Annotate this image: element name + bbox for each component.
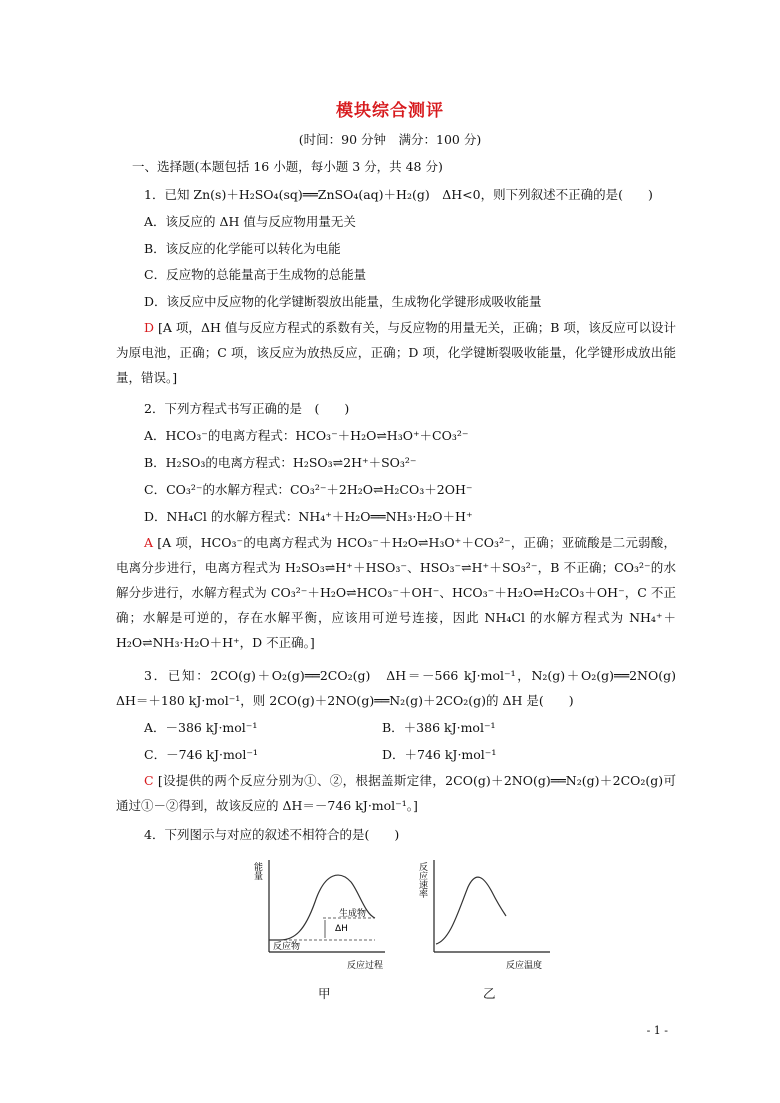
q1-option-c: C．反应物的总能量高于生成物的总能量 xyxy=(144,267,367,282)
section-heading: 一、选择题(本题包括 16 小题，每小题 3 分，共 48 分) xyxy=(132,159,443,174)
reactant-label: 反应物 xyxy=(273,942,301,952)
q2-option-b: B．H₂SO₃的电离方程式：H₂SO₃⇌2H⁺＋SO₃²⁻ xyxy=(144,455,417,470)
dh-label: ΔH xyxy=(335,924,348,934)
page-number: - 1 - xyxy=(646,1024,668,1037)
q3-explanation: [设提供的两个反应分别为①、②，根据盖斯定律，2CO(g)＋2NO(g)══N₂(g)＋2CO₂(g)可通过①－②得到，故该反应的 ΔH＝－746 kJ·mol⁻¹。] xyxy=(116,773,676,813)
q1-answer: D xyxy=(144,320,155,335)
q2-answer: A xyxy=(144,535,154,550)
fig-yi-caption: 乙 xyxy=(483,986,496,1001)
rate-diagram xyxy=(417,852,560,977)
q2-explanation: [A 项，HCO₃⁻的电离方程式为 HCO₃⁻＋H₂O⇌H₃O⁺＋CO₃²⁻，正确；亚硫酸是二元弱酸，电离分步进行，电离方程式为 H₂SO₃⇌H⁺＋HSO₃⁻、HSO₃⁻⇌H⁺＋SO₃²⁻，B 不正确；CO₃²⁻的水解分步进行，水解方程式为 CO₃²⁻＋H₂O⇌HCO₃⁻＋OH⁻、HCO₃⁻＋H₂O⇌H₂CO₃＋OH⁻，C 不正确；水解是可逆的，存在水解平衡，应该用可逆号连接，因此 NH₄Cl 的水解方程式为 NH₄⁺＋H₂O⇌NH₃·H₂O＋H⁺，D 不正确。] xyxy=(116,535,676,650)
q3-answer-block xyxy=(116,768,676,818)
exam-info: (时间：90 分钟 满分：100 分) xyxy=(298,132,482,147)
q3-option-c: C．－746 kJ·mol⁻¹ xyxy=(144,747,258,762)
q2-option-c: C．CO₃²⁻的水解方程式：CO₃²⁻＋2H₂O⇌H₂CO₃＋2OH⁻ xyxy=(144,482,473,497)
q1-option-d: D．该反应中反应物的化学键断裂放出能量，生成物化学键形成吸收能量 xyxy=(144,294,542,309)
page-title: 模块综合测评 xyxy=(336,101,444,121)
q2-option-a: A．HCO₃⁻的电离方程式：HCO₃⁻＋H₂O⇌H₃O⁺＋CO₃²⁻ xyxy=(144,428,469,443)
q2-stem: 2．下列方程式书写正确的是 ( ) xyxy=(144,401,350,416)
q1-stem: 1．已知 Zn(s)＋H₂SO₄(sq)══ZnSO₄(aq)＋H₂(g) ΔH<0，则下列叙述不正确的是( ) xyxy=(144,187,653,202)
q2-option-d: D．NH₄Cl 的水解方程式：NH₄⁺＋H₂O══NH₃·H₂O＋H⁺ xyxy=(144,509,473,524)
rate-ylabel: 反应速率 xyxy=(417,862,427,898)
fig-jia-caption: 甲 xyxy=(318,986,331,1001)
rate-curve xyxy=(436,877,506,944)
rate-xlabel: 反应温度 xyxy=(506,961,543,971)
q1-option-b: B．该反应的化学能可以转化为电能 xyxy=(144,241,341,256)
energy-curve xyxy=(269,875,375,940)
energy-ylabel: 能量 xyxy=(252,862,262,880)
q1-answer-block xyxy=(116,315,676,390)
q1-option-a: A．该反应的 ΔH 值与反应物用量无关 xyxy=(144,214,356,229)
energy-diagram xyxy=(252,852,395,977)
energy-xlabel: 反应过程 xyxy=(347,961,384,971)
q1-explanation: [A 项，ΔH 值与反应方程式的系数有关，与反应物的用量无关，正确；B 项，该反应可以设计为原电池，正确；C 项，该反应为放热反应，正确；D 项，化学键断裂吸收能量，化学键形成放出能量，错误。] xyxy=(116,320,676,385)
q3-stem: 3．已知：2CO(g)＋O₂(g)══2CO₂(g) ΔH＝－566 kJ·mol⁻¹，N₂(g)＋O₂(g)══2NO(g) ΔH＝＋180 kJ·mol⁻¹，则 2CO(g)＋2NO(g)══N₂(g)＋2CO₂(g)的 ΔH 是( ) xyxy=(116,668,689,708)
q3-option-a: A．－386 kJ·mol⁻¹ xyxy=(144,720,258,735)
q3-answer: C xyxy=(144,773,154,788)
q2-answer-block xyxy=(116,530,676,655)
q4-stem: 4．下列图示与对应的叙述不相符合的是( ) xyxy=(144,827,400,842)
q3-option-d: D．＋746 kJ·mol⁻¹ xyxy=(382,747,497,762)
product-label: 生成物 xyxy=(339,909,367,919)
q3-option-b: B．＋386 kJ·mol⁻¹ xyxy=(382,720,496,735)
